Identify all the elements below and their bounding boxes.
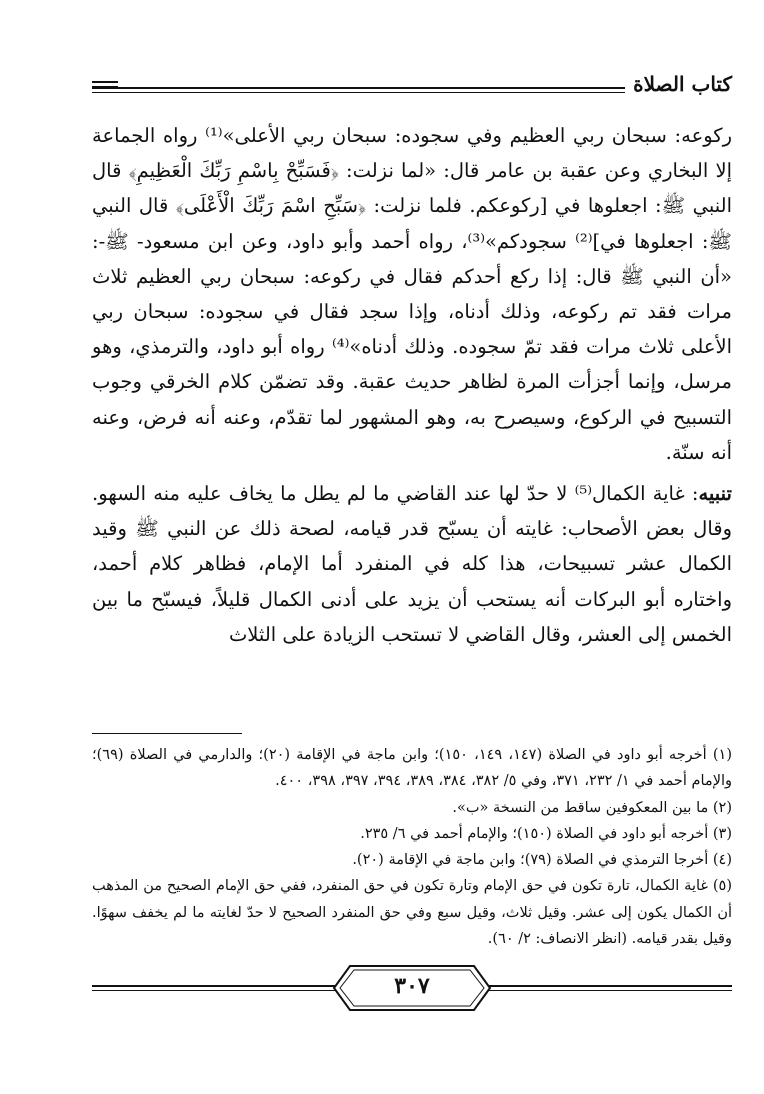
footnote-separator (92, 733, 242, 734)
note-label: تنبيه (698, 482, 732, 506)
footnote-4: (٤) أخرجا الترمذي في الصلاة (٧٩)؛ وابن ماجة في الإقامة (٢٠). (352, 852, 732, 869)
paragraph-2 (92, 476, 732, 652)
header-ornament (92, 78, 118, 98)
running-header (92, 70, 732, 110)
footer-rule-right (482, 985, 732, 991)
footnote-5: (٥) غاية الكمال، تارة تكون في حق الإمام وتارة تكون في حق المنفرد، ففي حق الإمام الصحيح من المذهب أن الكمال يكون إلى عشر. وقيل ثلاث، وقيل سبع وفي حق المنفرد الصحيح لا حدّ لغايته ما لم يخفف سهوًا. وقيل بقدر قيامه. (انظر الانصاف: ٢/ ٦٠). (92, 878, 732, 948)
paragraph-1: ركوعه: سبحان ربي العظيم وفي سجوده: سبحان ربي الأعلى»⁽¹⁾ رواه الجماعة إلا البخاري وعن عقبة بن عامر قال: «لما نزلت: ﴿فَسَبِّحْ بِاسْمِ رَبِّكَ الْعَظِيمِ﴾ قال النبي ﷺ: اجعلوها في [ركوعكم. فلما نزلت: ﴿سَبِّحِ اسْمَ رَبِّكَ الْأَعْلَى﴾ قال النبي ﷺ: اجعلوها في]⁽²⁾ سجودكم»⁽³⁾، رواه أحمد وأبو داود، وعن ابن مسعود- ﷺ-: «أن النبي ﷺ قال: إذا ركع أحدكم فقال في ركوعه: سبحان ربي العظيم ثلاث مرات فقد تم ركوعه، وذلك أدناه، وإذا سجد فقال في سجوده: سبحان ربي الأعلى ثلاث مرات فقد تمّ سجوده. وذلك أدناه»⁽⁴⁾ رواه أبو داود، والترمذي، وهو مرسل، وإنما أجزأت المرة لظاهر حديث عقبة. وقد تضمّن كلام الخرقي وجوب التسبيح في الركوع، وسيصرح به، وهو المشهور لما تقدّم، وعنه أنه فرض، وعنه أنه سنّة. (92, 124, 732, 464)
page-footer (92, 963, 732, 1013)
footnotes (92, 742, 732, 952)
paragraph-2-text: : غاية الكمال⁽⁵⁾ لا حدّ لها عند القاضي ما لم يطل ما يخاف عليه منه السهو. وقال بعض الأصحاب: غايته أن يسبّح قدر قيامه، لصحة ذلك عن النبي ﷺ وقيد الكمال عشر تسبيحات، هذا كله في المنفرد أما الإمام، فظاهر كلام أحمد، واختاره أبو البركات أنه يستحب أن يزيد على أدنى الكمال قليلاً، فيسبّح ما بين الخمس إلى العشر، وقال القاضي لا تستحب الزيادة على الثلاث (92, 482, 732, 646)
footnote-2: (٢) ما بين المعكوفين ساقط من النسخة «ب». (452, 799, 732, 816)
main-text (92, 118, 732, 652)
header-rule (92, 87, 642, 93)
page-number: ٣٠٧ (394, 973, 430, 999)
footnote-3: (٣) أخرجه أبو داود في الصلاة (١٥٠)؛ والإمام أحمد في ٦/ ٢٣٥. (360, 825, 732, 842)
chapter-title: كتاب الصلاة (625, 72, 732, 96)
footnote-1: (١) أخرجه أبو داود في الصلاة (١٤٧، ١٤٩، ١٥٠)؛ وابن ماجة في الإقامة (٢٠)؛ والدارمي في الصلاة (٦٩)؛ والإمام أحمد في ١/ ٢٣٢، ٣٧١، وفي ٥/ ٣٨٢، ٣٨٤، ٣٨٩، ٣٩٤، ٣٩٧، ٣٩٨، ٤٠٠. (92, 747, 732, 790)
footer-rule-left (92, 985, 342, 991)
